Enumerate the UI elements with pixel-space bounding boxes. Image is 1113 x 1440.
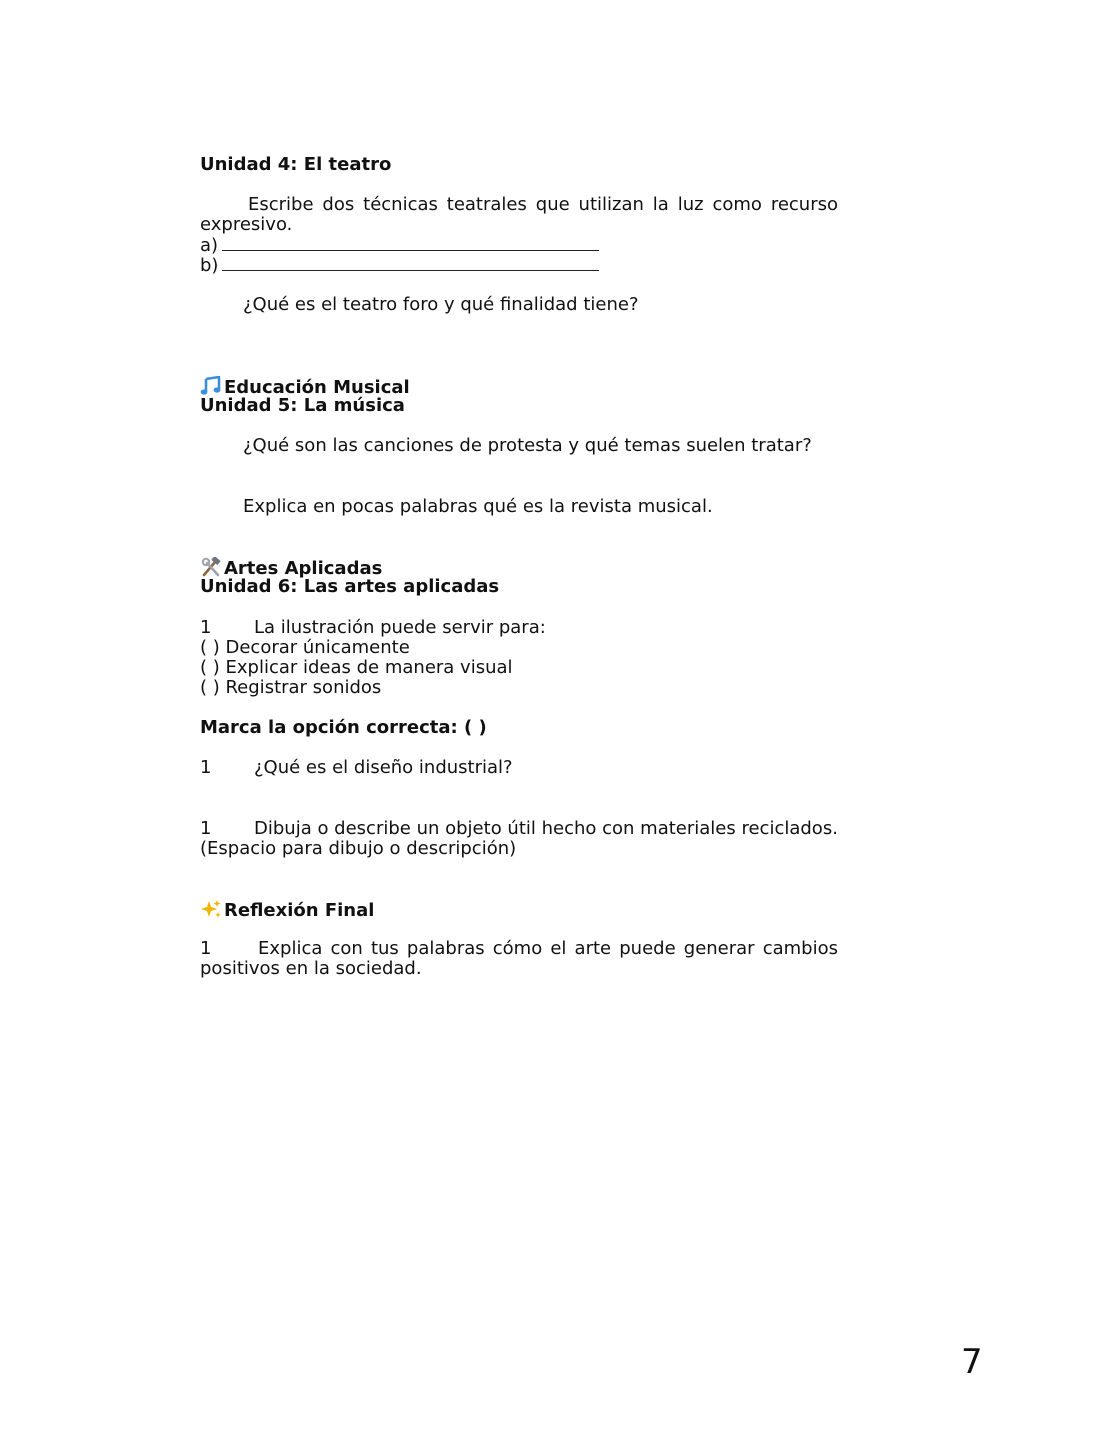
unit6-question-1-text: La ilustración puede servir para: [254,617,546,638]
answer-b-blank[interactable] [222,255,599,271]
reflection-question-text: Explica con tus palabras cómo el arte puede generar cambios [258,938,838,959]
music-note-icon [200,376,222,396]
question-number: 1 [200,938,212,959]
drawing-space-note: (Espacio para dibujo o descripción) [200,838,517,859]
unit6-question-1 [200,618,546,638]
reflection-section-title: Reflexión Final [224,900,375,921]
sparkles-icon [200,899,222,919]
answer-a-label: a) [200,235,219,256]
option-registrar[interactable]: ( ) Registrar sonidos [200,677,382,698]
reflection-question-line-2: positivos en la sociedad. [200,958,422,979]
answer-a-blank[interactable] [222,235,599,251]
answer-line-a [200,235,599,256]
question-number: 1 [200,757,212,778]
unit6-question-2 [200,758,513,778]
music-section-title: Educación Musical [224,377,410,398]
unit4-heading: Unidad 4: El teatro [200,154,392,175]
mark-correct-option-instruction: Marca la opción correcta: ( ) [200,717,487,738]
unit4-question-2: ¿Qué es el teatro foro y qué finalidad tiene? [243,294,639,315]
option-explicar[interactable]: ( ) Explicar ideas de manera visual [200,657,513,678]
unit5-question-1: ¿Qué son las canciones de protesta y qué temas suelen tratar? [243,435,812,456]
option-decorar[interactable]: ( ) Decorar únicamente [200,637,410,658]
unit6-question-3 [200,819,838,839]
question-number: 1 [200,818,212,839]
answer-b-label: b) [200,255,219,276]
reflection-section-title-row [200,899,374,921]
answer-line-b [200,255,599,276]
unit4-question-1-line-2: expresivo. [200,214,293,235]
question-number: 1 [200,617,212,638]
unit5-heading: Unidad 5: La música [200,395,405,416]
unit5-question-2: Explica en pocas palabras qué es la revista musical. [243,496,713,517]
unit6-question-3-text: Dibuja o describe un objeto útil hecho con materiales reciclados. [254,818,838,839]
page-number: 7 [961,1342,983,1382]
hammer-wrench-icon [200,557,222,577]
applied-arts-section-title: Artes Aplicadas [224,558,383,579]
unit6-heading: Unidad 6: Las artes aplicadas [200,576,500,597]
unit6-question-2-text: ¿Qué es el diseño industrial? [254,757,513,778]
reflection-question-line-1 [200,939,838,959]
unit4-question-1-line-1: Escribe dos técnicas teatrales que utilizan la luz como recurso [248,194,838,215]
